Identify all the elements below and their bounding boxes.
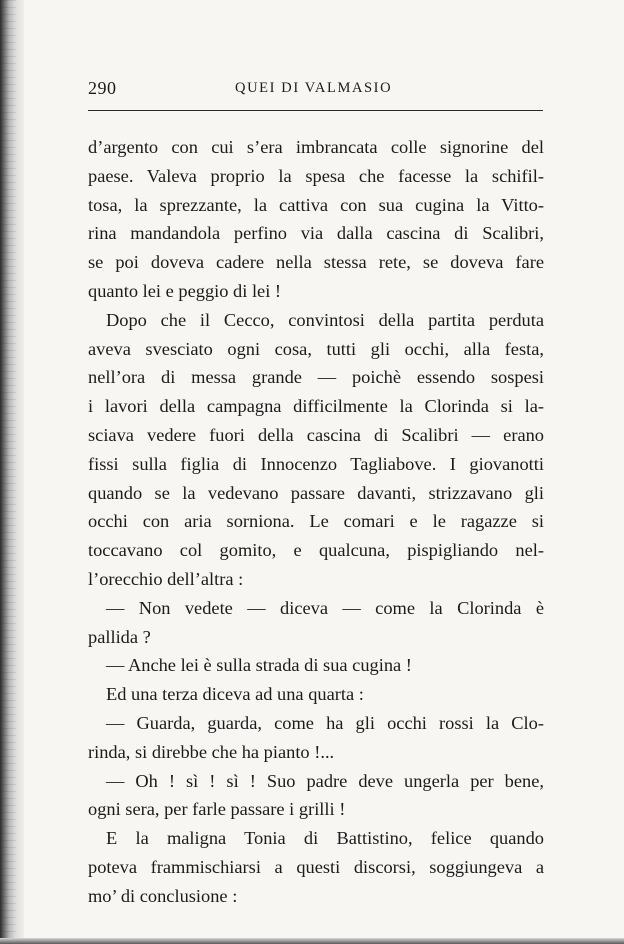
text-line: rinda, si direbbe che ha pianto !... [88,741,335,762]
text-line: occhi con aria sorniona. Le comari e le ragazze si [88,511,544,532]
page-bottom-edge [0,938,624,944]
text-line: tosa, la sprezzante, la cattiva con sua cugina la Vitto- [88,194,544,215]
text-line: sciava vedere fuori della cascina di Scalibri — erano [88,424,544,445]
header-rule [88,110,543,111]
book-binding-shadow [0,0,24,944]
text-line: pallida ? [88,626,151,647]
text-line: nell’ora di messa grande — poichè essendo sospesi [88,367,544,388]
body-text [88,133,544,911]
binding-texture [2,0,16,944]
text-line: ogni sera, per farle passare i grilli ! [88,799,346,820]
text-line: — Non vedete — diceva — come la Clorinda è [106,597,544,618]
text-line: E la maligna Tonia di Battistino, felice quando [106,828,544,849]
text-line: — Oh ! sì ! sì ! Suo padre deve ungerla per bene, [106,770,544,791]
page-number: 290 [88,78,117,98]
text-line: rina mandandola perfino via dalla cascina di Scalibri, [88,223,544,244]
text-line: fissi sulla figlia di Innocenzo Tagliabove. I giovanotti [88,453,544,474]
text-line: poteva frammischiarsi a questi discorsi, soggiungeva a [88,856,544,877]
running-title: QUEI DI VALMASIO [235,80,393,96]
text-line: se poi doveva cadere nella stessa rete, se doveva fare [88,252,544,273]
text-line: paese. Valeva proprio la spesa che facesse la schifil- [88,165,544,186]
text-line: Dopo che il Cecco, convintosi della partita perduta [106,309,544,330]
text-line: quando se la vedevano passare davanti, strizzavano gli [88,482,544,503]
text-line: — Anche lei è sulla strada di sua cugina ! [106,655,412,676]
text-line: Ed una terza diceva ad una quarta : [106,684,364,705]
text-line: toccavano col gomito, e qualcuna, pispigliando nel- [88,540,544,561]
text-line: l’orecchio dell’altra : [88,568,244,589]
text-line: quanto lei e peggio di lei ! [88,280,282,301]
text-line: i lavori della campagna difficilmente la Clorinda si la- [88,396,544,417]
running-head [88,78,544,100]
text-line: aveva svesciato ogni cosa, tutti gli occhi, alla festa, [88,338,544,359]
text-line: — Guarda, guarda, come ha gli occhi rossi la Clo- [106,712,544,733]
text-line: mo’ di conclusione : [88,885,238,906]
text-line: d’argento con cui s’era imbrancata colle signorine del [88,137,544,157]
